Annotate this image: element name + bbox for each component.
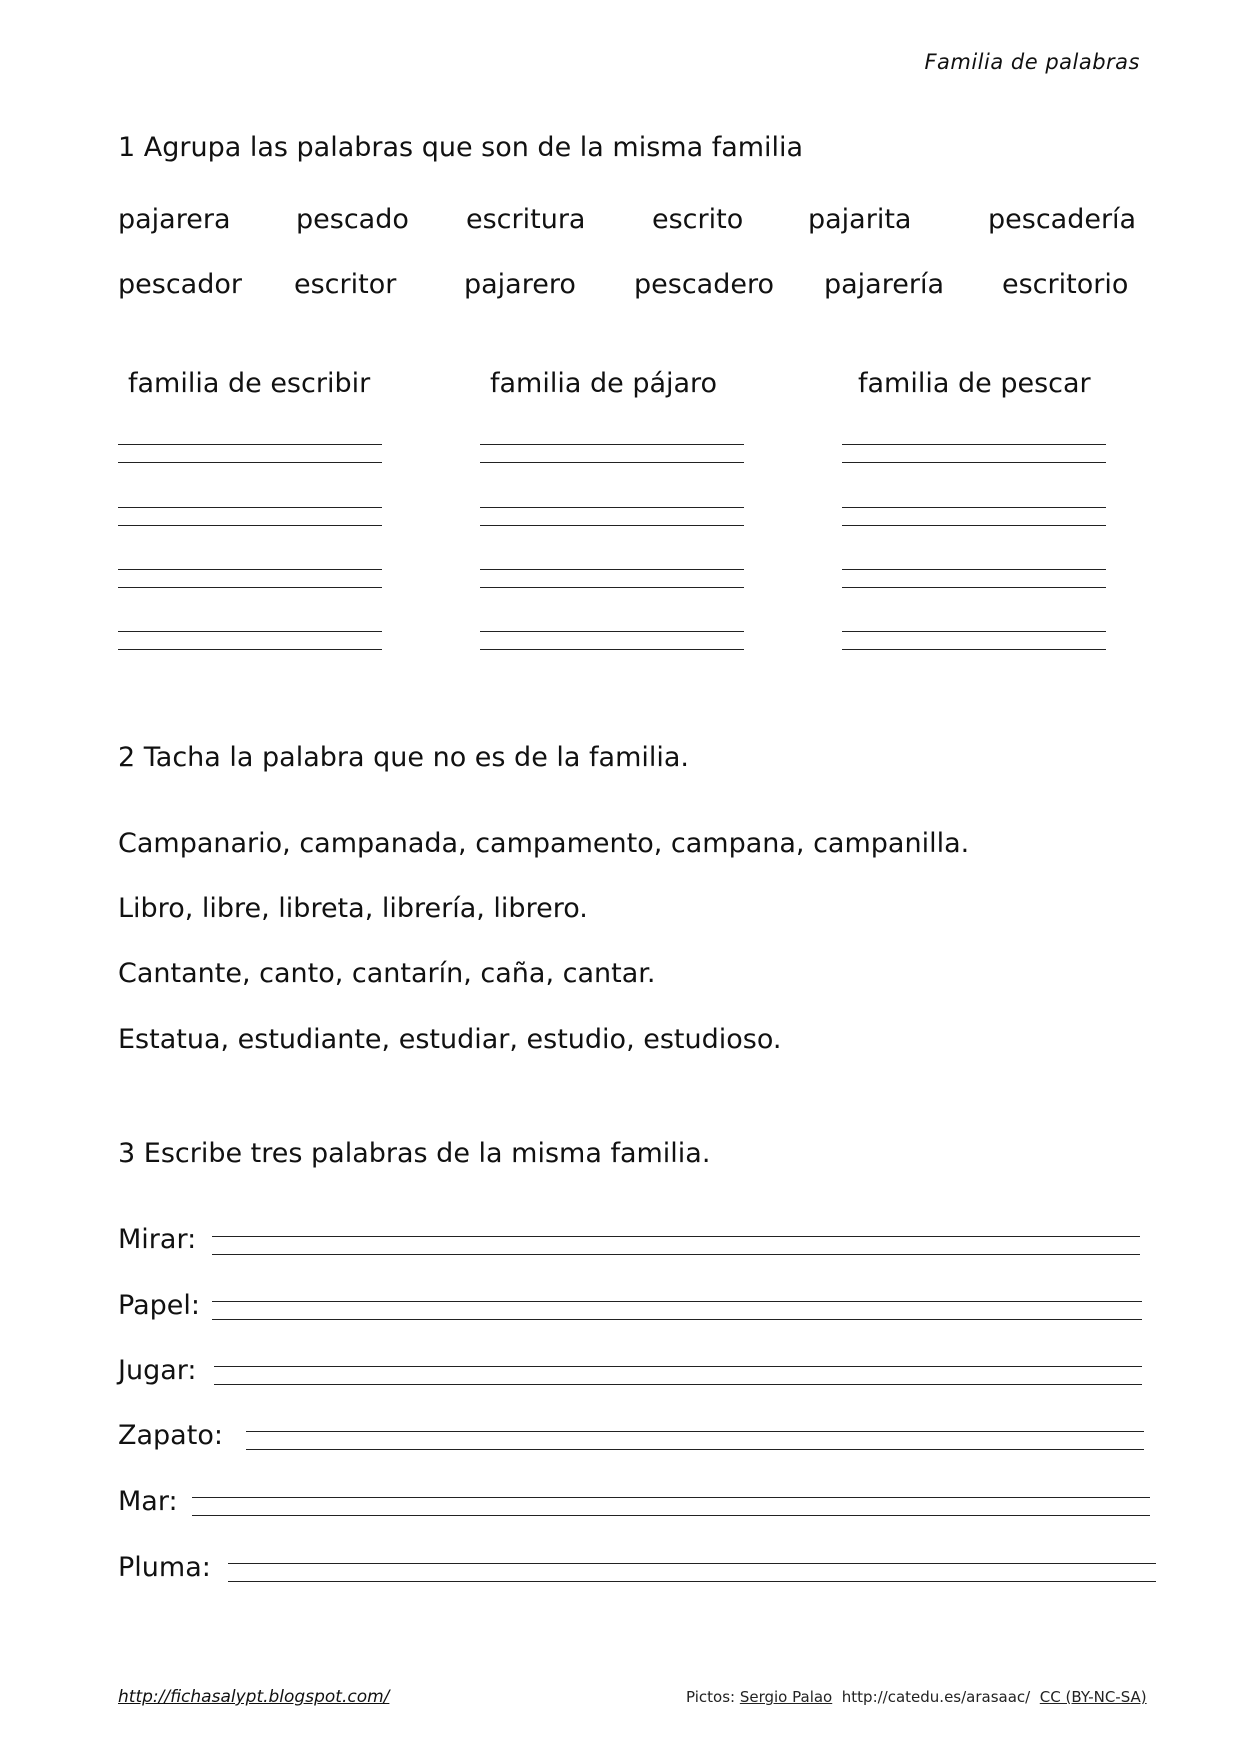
footer-author-link[interactable]: Sergio Palao bbox=[739, 1688, 833, 1706]
word-label-mirar: Mirar: bbox=[118, 1224, 197, 1255]
answer-line[interactable] bbox=[118, 569, 382, 570]
answer-line[interactable] bbox=[480, 569, 744, 570]
exercise-3-title: 3 Escribe tres palabras de la misma familia. bbox=[118, 1138, 711, 1169]
word-bank-item: pajarero bbox=[464, 269, 576, 300]
word-family-sentence[interactable]: Cantante, canto, cantarín, caña, cantar. bbox=[118, 958, 656, 989]
word-bank-item: pescado bbox=[296, 204, 409, 235]
answer-line[interactable] bbox=[118, 462, 382, 463]
word-label-papel: Papel: bbox=[118, 1290, 200, 1321]
answer-line[interactable] bbox=[480, 525, 744, 526]
answer-line[interactable] bbox=[246, 1449, 1144, 1450]
answer-line[interactable] bbox=[228, 1563, 1156, 1564]
word-label-zapato: Zapato: bbox=[118, 1420, 223, 1451]
family-heading-escribir: familia de escribir bbox=[128, 368, 371, 399]
answer-line[interactable] bbox=[118, 507, 382, 508]
answer-line[interactable] bbox=[842, 525, 1106, 526]
footer-site-url[interactable]: http://catedu.es/arasaac/ bbox=[841, 1688, 1031, 1706]
word-family-sentence[interactable]: Estatua, estudiante, estudiar, estudio, estudioso. bbox=[118, 1024, 782, 1055]
answer-line[interactable] bbox=[480, 631, 744, 632]
answer-line[interactable] bbox=[842, 569, 1106, 570]
answer-line[interactable] bbox=[192, 1515, 1150, 1516]
answer-line[interactable] bbox=[214, 1366, 1142, 1367]
answer-line[interactable] bbox=[842, 587, 1106, 588]
word-label-pluma: Pluma: bbox=[118, 1552, 211, 1583]
word-bank-item: pescadero bbox=[634, 269, 774, 300]
word-family-sentence[interactable]: Libro, libre, libreta, librería, librero. bbox=[118, 893, 588, 924]
word-family-sentence[interactable]: Campanario, campanada, campamento, campana, campanilla. bbox=[118, 828, 970, 859]
answer-line[interactable] bbox=[118, 649, 382, 650]
answer-line[interactable] bbox=[842, 649, 1106, 650]
answer-line[interactable] bbox=[192, 1497, 1150, 1498]
answer-line[interactable] bbox=[842, 631, 1106, 632]
answer-line[interactable] bbox=[212, 1301, 1142, 1302]
word-bank-item: escritura bbox=[466, 204, 586, 235]
answer-line[interactable] bbox=[212, 1254, 1140, 1255]
answer-line[interactable] bbox=[118, 525, 382, 526]
word-label-mar: Mar: bbox=[118, 1486, 178, 1517]
answer-line[interactable] bbox=[480, 587, 744, 588]
word-bank-item: pajarita bbox=[808, 204, 912, 235]
footer-pictos-label: Pictos: bbox=[686, 1688, 736, 1706]
family-heading-pajaro: familia de pájaro bbox=[490, 368, 718, 399]
answer-line[interactable] bbox=[118, 631, 382, 632]
footer-license-link[interactable]: CC (BY-NC-SA) bbox=[1039, 1688, 1147, 1706]
answer-line[interactable] bbox=[212, 1236, 1140, 1237]
answer-line[interactable] bbox=[480, 649, 744, 650]
answer-line[interactable] bbox=[246, 1431, 1144, 1432]
answer-line[interactable] bbox=[480, 462, 744, 463]
answer-line[interactable] bbox=[842, 507, 1106, 508]
exercise-2-title: 2 Tacha la palabra que no es de la familia. bbox=[118, 742, 690, 773]
answer-line[interactable] bbox=[118, 444, 382, 445]
answer-line[interactable] bbox=[480, 507, 744, 508]
word-bank-item: pescadería bbox=[988, 204, 1137, 235]
word-label-jugar: Jugar: bbox=[118, 1355, 197, 1386]
word-bank-item: pajarería bbox=[824, 269, 944, 300]
word-bank-item: pescador bbox=[118, 269, 242, 300]
word-bank-item: escrito bbox=[652, 204, 744, 235]
answer-line[interactable] bbox=[214, 1384, 1142, 1385]
answer-line[interactable] bbox=[480, 444, 744, 445]
footer-credits bbox=[686, 1688, 1147, 1706]
answer-line[interactable] bbox=[842, 444, 1106, 445]
family-heading-pescar: familia de pescar bbox=[858, 368, 1091, 399]
answer-line[interactable] bbox=[118, 587, 382, 588]
answer-line[interactable] bbox=[212, 1319, 1142, 1320]
page-header-title: Familia de palabras bbox=[924, 50, 1140, 74]
word-bank-item: pajarera bbox=[118, 204, 231, 235]
answer-line[interactable] bbox=[228, 1581, 1156, 1582]
answer-line[interactable] bbox=[842, 462, 1106, 463]
word-bank-item: escritorio bbox=[1002, 269, 1129, 300]
word-bank-item: escritor bbox=[294, 269, 397, 300]
footer-blog-link[interactable]: http://fichasalypt.blogspot.com/ bbox=[118, 1687, 390, 1707]
exercise-1-title: 1 Agrupa las palabras que son de la misma familia bbox=[118, 132, 804, 163]
